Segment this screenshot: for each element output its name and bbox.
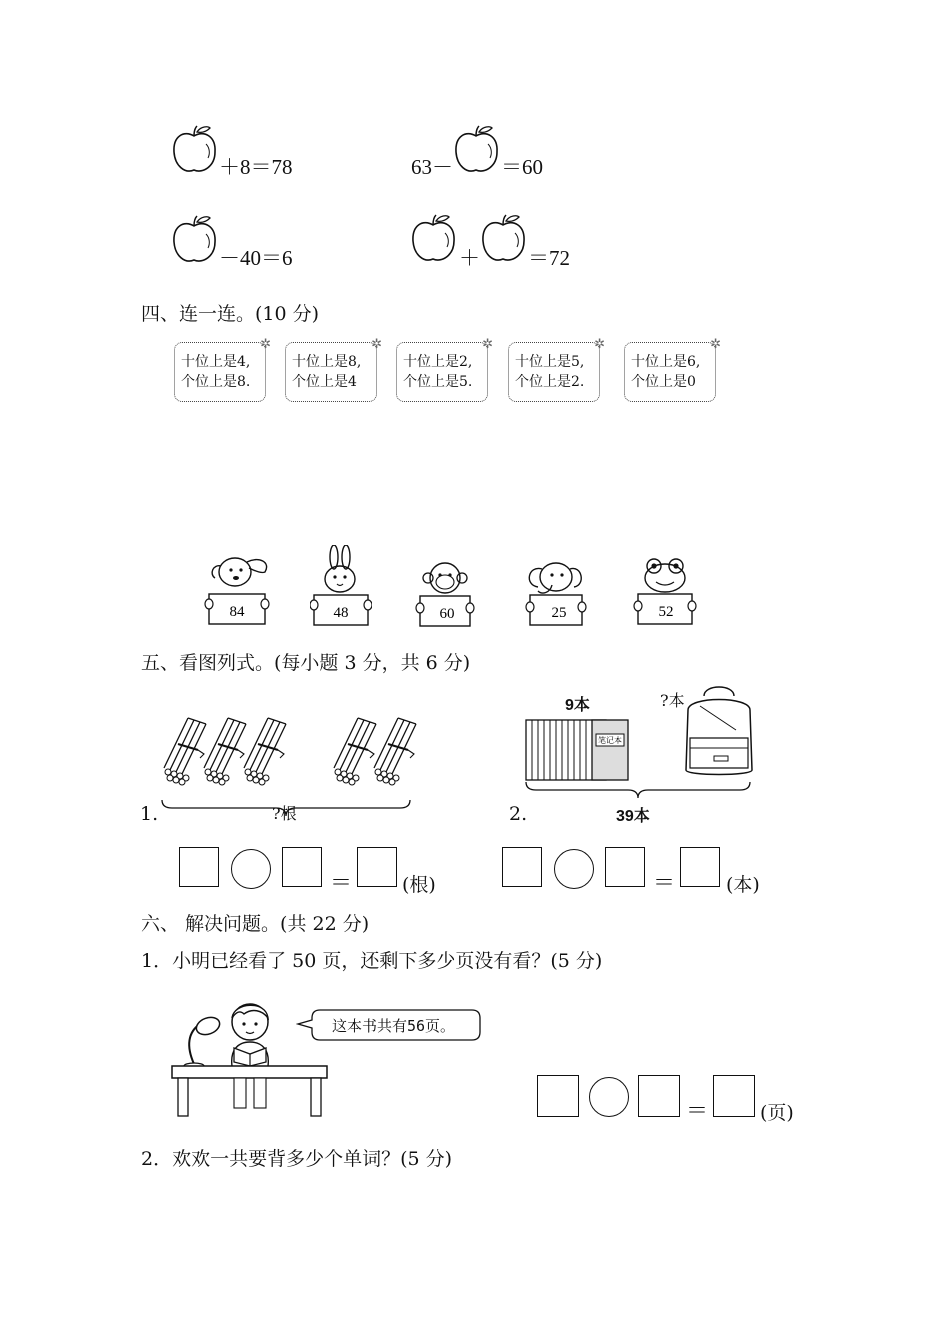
- unit-label: (根): [402, 874, 436, 896]
- question-sticks-label: ?根: [272, 804, 297, 823]
- star-icon: ✲: [260, 337, 271, 352]
- apple-icon: [479, 212, 529, 266]
- backpack-icon: [680, 682, 758, 780]
- card-line: 十位上是4,: [181, 354, 251, 370]
- operator-circle[interactable]: [589, 1077, 629, 1117]
- total-brace: [524, 780, 754, 802]
- answer-box[interactable]: [282, 847, 322, 887]
- equation-text: ＋8＝78: [219, 155, 293, 179]
- answer-box[interactable]: [638, 1075, 680, 1117]
- equation-text: 63－: [411, 155, 453, 179]
- rabbit-icon[interactable]: [310, 545, 372, 629]
- question-2: 2．欢欢一共要背多少个单词？(5 分): [141, 1148, 453, 1170]
- animal-number: 60: [439, 606, 455, 622]
- star-icon: ✲: [594, 337, 605, 352]
- animal-number: 25: [551, 605, 567, 621]
- speech-bubble-text: 这本书共有56页。: [332, 1017, 456, 1035]
- unit-label: (页): [760, 1102, 794, 1124]
- total-books-label: 39本: [616, 808, 650, 825]
- clue-card[interactable]: [174, 337, 271, 402]
- section-5-title: 五、看图列式。(每小题 3 分，共 6 分): [141, 652, 471, 674]
- dog-icon[interactable]: [203, 548, 273, 628]
- equals-sign: ＝: [686, 1099, 709, 1124]
- card-line: 十位上是6,: [631, 354, 701, 370]
- section-6-title: 六、 解决问题。(共 22 分): [141, 913, 370, 935]
- monkey-icon[interactable]: [414, 560, 476, 630]
- notebook-label: 笔记本: [598, 736, 622, 745]
- star-icon: ✲: [710, 337, 721, 352]
- animal-number: 48: [333, 605, 349, 621]
- problem-number: 1.: [140, 803, 159, 825]
- notebook-stack-illustration: [524, 716, 634, 782]
- animal-number: 84: [229, 604, 245, 620]
- apple-icon: [409, 212, 459, 266]
- answer-box[interactable]: [179, 847, 219, 887]
- answer-box[interactable]: [537, 1075, 579, 1117]
- animal-number: 52: [658, 604, 674, 620]
- card-line: 十位上是8,: [292, 354, 362, 370]
- card-line: 十位上是5,: [515, 354, 585, 370]
- equals-sign: ＝: [330, 871, 353, 896]
- answer-box[interactable]: [357, 847, 397, 887]
- answer-box[interactable]: [502, 847, 542, 887]
- answer-box[interactable]: [605, 847, 645, 887]
- card-line: 十位上是2,: [403, 354, 473, 370]
- clue-card[interactable]: [396, 337, 493, 402]
- section-4-title: 四、连一连。(10 分): [141, 303, 320, 325]
- card-line: 个位上是2.: [515, 374, 585, 390]
- elephant-icon[interactable]: [520, 555, 590, 630]
- equation-text: ＝72: [528, 246, 570, 270]
- clue-card[interactable]: [624, 337, 721, 402]
- answer-box[interactable]: [680, 847, 720, 887]
- star-icon: ✲: [482, 337, 493, 352]
- bag-question-label: ?本: [660, 691, 685, 710]
- equation-text: －40＝6: [219, 246, 293, 270]
- question-1: 1．小明已经看了 50 页，还剩下多少页没有看？(5 分): [141, 950, 603, 972]
- books-count-label: 9本: [565, 697, 590, 714]
- apple-icon: [170, 214, 220, 266]
- card-line: 个位上是8.: [181, 374, 251, 390]
- clue-card[interactable]: [508, 337, 605, 402]
- apple-icon: [170, 124, 220, 176]
- frog-icon[interactable]: [632, 552, 698, 630]
- clue-card[interactable]: [285, 337, 382, 402]
- apple-icon: [452, 124, 502, 176]
- answer-box[interactable]: [713, 1075, 755, 1117]
- unit-label: (本): [726, 874, 760, 896]
- card-line: 个位上是5.: [403, 374, 473, 390]
- operator-circle[interactable]: [231, 849, 271, 889]
- card-line: 个位上是4: [292, 374, 357, 390]
- equation-text: ＝60: [501, 155, 543, 179]
- star-icon: ✲: [371, 337, 382, 352]
- equals-sign: ＝: [653, 871, 676, 896]
- card-line: 个位上是0: [631, 374, 696, 390]
- plus-sign: ＋: [459, 246, 480, 270]
- problem-number: 2.: [509, 803, 528, 825]
- operator-circle[interactable]: [554, 849, 594, 889]
